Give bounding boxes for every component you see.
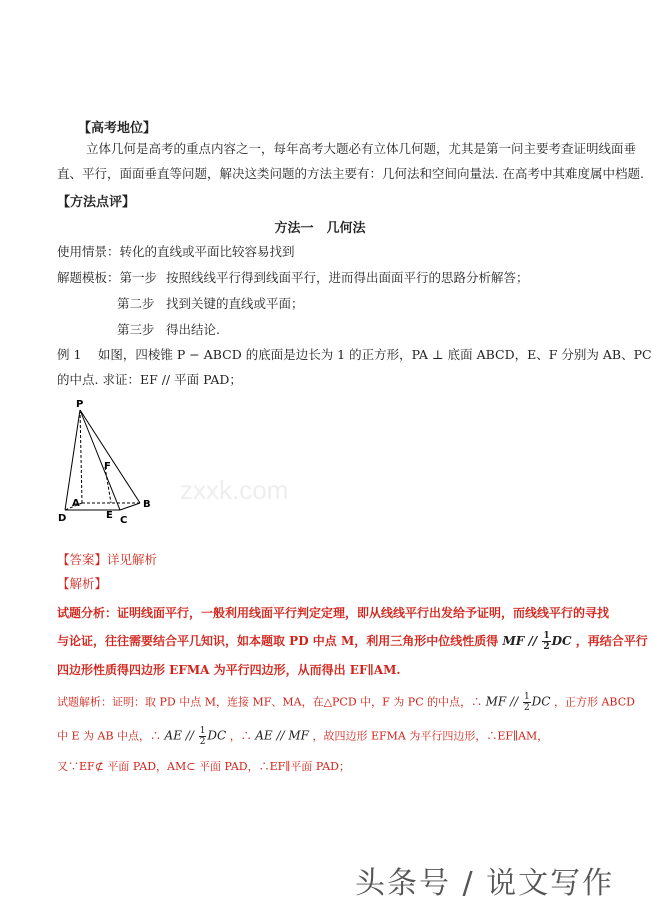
position-text-line-2: 直、平行，面面垂直等问题，解决这类问题的方法主要有：几何法和空间向量法. 在高考中其难度属中档题. — [57, 166, 644, 181]
edge-cb — [120, 503, 140, 510]
label-e: E — [106, 510, 113, 521]
answer-label: 【答案】详见解析 — [57, 552, 158, 567]
mf-expression: MF // — [502, 634, 542, 648]
solution-fraction-2-den: 2 — [199, 737, 206, 747]
method-heading: 【方法点评】 — [57, 195, 136, 210]
solution-line-2-text: 中 E 为 AB 中点，∴ — [57, 729, 162, 743]
solution-fraction-1-den: 2 — [523, 703, 530, 713]
solution-line-1-text: 试题解析：证明：取 PD 中点 M，连接 MF、MA，在△PCD 中，F 为 PC 的中点，∴ — [57, 695, 483, 709]
analysis-label: 【解析】 — [57, 576, 108, 591]
example-line-2: 的中点. 求证：EF // 平面 PAD； — [57, 372, 242, 387]
edge-pc — [80, 410, 120, 510]
solution-fraction-2-num: 1 — [199, 726, 206, 736]
pyramid-figure — [55, 395, 175, 545]
fraction-denominator: 2 — [543, 642, 550, 652]
analysis-line-2-text: 与论证，往往需要结合平几知识，如本题取 PD 中点 M，利用三角形中位线性质得 — [57, 634, 499, 648]
label-b: B — [143, 499, 151, 510]
solution-line-2 — [57, 726, 548, 747]
edge-pd — [65, 410, 80, 510]
edge-pa — [80, 410, 82, 503]
label-a: A — [72, 498, 80, 509]
usage-text: 使用情景：转化的直线或平面比较容易找到 — [57, 244, 295, 259]
dc-expression: DC — [551, 634, 572, 648]
fraction-numerator: 1 — [543, 631, 550, 641]
solution-dc-expression-1: DC — [531, 694, 551, 709]
analysis-line-1: 试题分析：证明线面平行，一般利用线面平行判定定理，即从线线平行出发给予证明，而线线平行的寻找 — [57, 606, 610, 620]
solution-fraction-1 — [523, 692, 531, 713]
solution-fraction-2 — [199, 726, 207, 747]
solution-ae-mf-expression: AE // MF — [255, 728, 309, 743]
template-label: 解题模板：第一步 — [57, 270, 158, 285]
solution-dc-expression-2: DC — [207, 728, 227, 743]
step-2-label: 第二步 — [117, 296, 155, 311]
step-3-text: 得出结论. — [166, 322, 220, 337]
position-text-line-1: 立体几何是高考的重点内容之一，每年高考大题必有立体几何题，尤其是第一问主要考查证明线面垂 — [86, 141, 637, 156]
solution-line-2-tail: ，故四边形 EFMA 为平行四边形，∴EF∥AM， — [312, 729, 549, 743]
step-1-text: 按照线线平行得到线面平行，进而得出面面平行的思路分析解答； — [166, 270, 529, 285]
label-d: D — [58, 513, 67, 524]
step-3-label: 第三步 — [117, 322, 155, 337]
solution-fraction-1-num: 1 — [523, 692, 530, 702]
example-line-1: 例 1 如图，四棱锥 P − ABCD 的底面是边长为 1 的正方形，PA ⊥ 底面 ABCD，E、F 分别为 AB、PC — [57, 347, 652, 362]
edge-pb — [80, 410, 140, 503]
solution-line-3: 又∵EF⊄ 平面 PAD，AM⊂ 平面 PAD，∴EF∥平面 PAD； — [57, 760, 350, 773]
step-2-text: 找到关键的直线或平面； — [166, 296, 304, 311]
label-f: F — [104, 461, 111, 472]
solution-line-1-tail: ，正方形 ABCD — [553, 695, 635, 709]
solution-mf-expression: MF // — [485, 694, 522, 709]
position-heading: 【高考地位】 — [78, 121, 157, 136]
label-p: P — [76, 399, 84, 410]
label-c: C — [120, 515, 128, 526]
analysis-line-2 — [57, 631, 648, 652]
analysis-line-2-tail: ，再结合平行 — [575, 634, 648, 648]
solution-line-2-mid: ，∴ — [229, 729, 252, 743]
method-title: 方法一 几何法 — [274, 221, 366, 236]
solution-line-1 — [57, 692, 635, 713]
center-watermark: zxxk.com — [180, 475, 289, 505]
solution-ae-expression: AE // — [164, 728, 198, 743]
analysis-line-3: 四边形性质得四边形 EFMA 为平行四边形，从而得出 EF∥AM. — [57, 663, 401, 677]
footer-watermark: 头条号 / 说文写作 — [355, 866, 615, 901]
fraction-half — [542, 631, 550, 652]
